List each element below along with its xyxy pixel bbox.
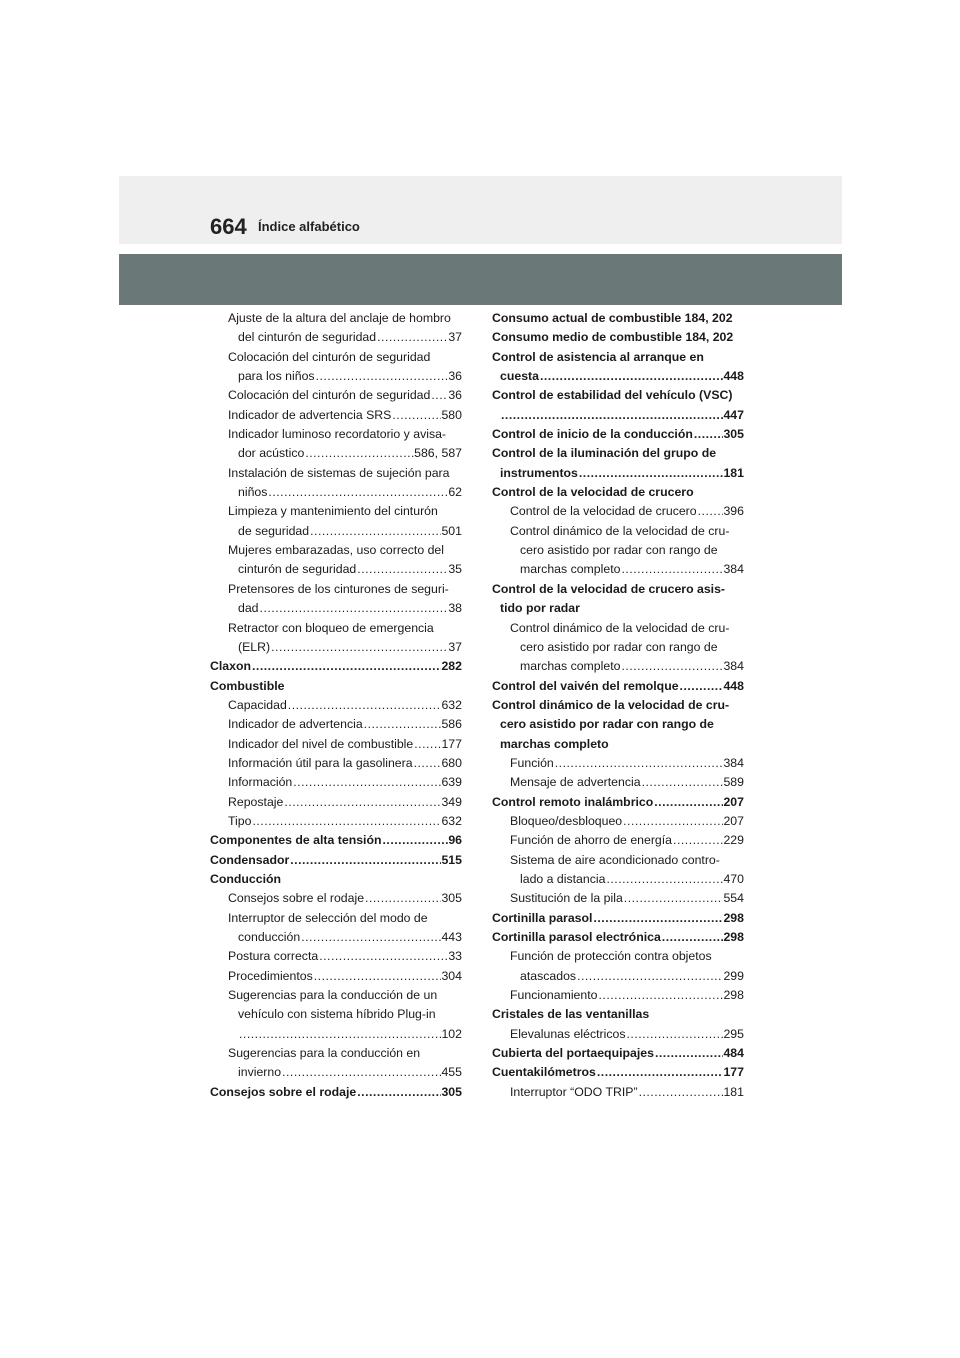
index-entry-page: 207 <box>723 813 744 828</box>
index-entry <box>210 599 462 618</box>
index-entry-page: 554 <box>723 891 744 906</box>
index-entry <box>210 425 462 444</box>
index-entry-text: Control de asistencia al arranque en <box>492 349 704 364</box>
index-entry-page: 207 <box>723 794 744 809</box>
index-entry-text: Conducción <box>210 871 282 886</box>
index-entry <box>210 831 462 850</box>
dot-leader <box>251 812 441 831</box>
dot-leader <box>382 831 449 850</box>
dot-leader <box>430 386 448 405</box>
index-entry-text: Cortinilla parasol electrónica <box>492 930 661 944</box>
index-entry <box>210 580 462 599</box>
dot-leader <box>596 1063 724 1082</box>
index-entry <box>210 367 462 386</box>
index-entry-text: Ajuste de la altura del anclaje de hombro <box>228 311 451 325</box>
index-entry <box>492 367 744 386</box>
index-entry <box>492 986 744 1005</box>
index-entry-text: dad <box>238 601 259 616</box>
index-entry-text: Postura correcta <box>228 949 319 964</box>
index-entry-text: Indicador de advertencia <box>228 717 363 732</box>
dot-leader <box>620 657 723 676</box>
index-entry <box>492 909 744 928</box>
index-entry <box>210 986 462 1005</box>
index-entry-page: 62 <box>448 485 462 500</box>
index-entry <box>492 522 744 541</box>
index-entry <box>492 657 744 676</box>
index-entry <box>492 502 744 521</box>
index-entry-text: Cubierta del portaequipajes <box>492 1046 654 1061</box>
index-entry-text: Cortinilla parasol <box>492 910 593 925</box>
index-entry-text: tido por radar <box>500 601 580 616</box>
index-entry-page: 639 <box>441 775 462 790</box>
index-entry-page: 181 <box>723 465 744 480</box>
index-entry <box>210 967 462 986</box>
index-entry-text: Control de la velocidad de crucero asis- <box>492 581 726 596</box>
index-entry-text: Control del vaivén del remolque <box>492 678 679 693</box>
dot-leader <box>672 831 723 850</box>
dot-leader <box>413 735 441 754</box>
index-entry-page: 37 <box>448 639 462 654</box>
index-entry-page: 680 <box>441 755 462 770</box>
dot-leader <box>309 522 441 541</box>
index-entry-text: Control de la iluminación del grupo de <box>492 446 717 461</box>
index-entry <box>210 696 462 715</box>
index-entry <box>210 870 462 889</box>
index-entry <box>492 735 744 754</box>
index-entry-page: 632 <box>441 813 462 828</box>
index-entry-page: 501 <box>441 523 462 538</box>
index-column-left <box>210 309 462 1102</box>
index-entry <box>492 580 744 599</box>
index-entry <box>492 464 744 483</box>
index-entry-text: Colocación del cinturón de seguridad <box>228 388 431 403</box>
index-entry-page: 305 <box>723 427 744 442</box>
index-entry <box>210 793 462 812</box>
index-entry-text: Función de protección contra objetos <box>510 949 712 964</box>
index-entry <box>210 715 462 734</box>
index-entry-text: Control de la velocidad de crucero <box>492 485 694 500</box>
dot-leader <box>638 1083 724 1102</box>
dot-leader <box>622 812 723 831</box>
index-entry-page: 632 <box>441 697 462 712</box>
index-entry-text: Consumo actual de combustible 184, 202 <box>492 311 733 325</box>
index-entry-page: 38 <box>448 601 462 616</box>
index-entry <box>492 1005 744 1024</box>
index-entry-text: invierno <box>238 1065 282 1080</box>
index-entry <box>492 619 744 638</box>
index-entry <box>210 309 462 328</box>
index-entry-text: Limpieza y mantenimiento del cinturón <box>228 504 438 519</box>
index-entry-text: Colocación del cinturón de seguridad <box>228 349 431 364</box>
index-entry-text: Interruptor de selección del modo de <box>228 910 428 925</box>
index-entry-text: Sugerencias para la conducción de un <box>228 988 438 1003</box>
index-entry <box>210 1083 462 1102</box>
index-entry <box>492 793 744 812</box>
index-entry <box>492 386 744 405</box>
index-entry <box>492 309 744 328</box>
index-entry-text: dor acústico <box>238 446 305 461</box>
index-entry <box>210 522 462 541</box>
index-entry-page: 349 <box>441 794 462 809</box>
dot-leader <box>315 367 449 386</box>
index-entry <box>210 386 462 405</box>
index-entry-page: 177 <box>441 736 462 751</box>
dot-leader <box>356 1083 441 1102</box>
index-entry-text: cuesta <box>500 369 539 384</box>
index-entry <box>210 483 462 502</box>
index-entry-page: 443 <box>441 930 462 944</box>
index-entry <box>210 928 462 947</box>
index-entry-text: Indicador del nivel de combustible <box>228 736 414 751</box>
index-entry-text: cinturón de seguridad <box>238 562 357 577</box>
index-entry <box>492 773 744 792</box>
index-entry-page: 229 <box>723 833 744 848</box>
index-entry-page: 305 <box>441 1084 462 1099</box>
dot-leader <box>364 889 441 908</box>
index-entry <box>210 560 462 579</box>
index-entry-text: Consejos sobre el rodaje <box>228 891 365 906</box>
index-entry-page: 35 <box>448 562 462 577</box>
dot-leader <box>270 638 448 657</box>
index-entry <box>492 715 744 734</box>
index-entry-text: Claxon <box>210 659 251 674</box>
index-entry-page: 384 <box>723 659 744 674</box>
index-entry-text: Instalación de sistemas de sujeción para <box>228 465 450 480</box>
dot-leader <box>554 754 724 773</box>
index-entry-text: (ELR) <box>238 639 271 654</box>
index-entry <box>210 406 462 425</box>
index-entry-text: Procedimientos <box>228 968 313 983</box>
dot-leader <box>251 657 441 676</box>
index-entry-page: 470 <box>723 871 744 886</box>
index-entry-text: marchas completo <box>520 562 621 577</box>
dot-leader <box>605 870 723 889</box>
index-entry <box>492 406 744 425</box>
index-entry <box>492 831 744 850</box>
index-entry <box>210 328 462 347</box>
dot-leader <box>318 947 448 966</box>
dot-leader <box>300 928 441 947</box>
index-entry-page: 282 <box>441 659 462 674</box>
index-entry <box>210 947 462 966</box>
index-entry-page: 589 <box>723 775 744 790</box>
index-entry <box>492 928 744 947</box>
index-entry <box>492 444 744 463</box>
index-entry-text: Mujeres embarazadas, uso correcto del <box>228 543 444 558</box>
index-column-right <box>492 309 744 1102</box>
index-entry-page: 396 <box>723 504 744 519</box>
index-entry-text: Mensaje de advertencia <box>510 775 641 790</box>
index-entry <box>492 889 744 908</box>
index-entry-page: 455 <box>441 1065 462 1080</box>
index-entry-text: niños <box>238 485 268 500</box>
index-entry <box>492 599 744 618</box>
page-number: 664 <box>210 214 247 239</box>
index-entry-text: instrumentos <box>500 465 578 480</box>
index-entry <box>210 348 462 367</box>
index-entry <box>492 638 744 657</box>
index-entry <box>210 657 462 676</box>
index-entry <box>492 677 744 696</box>
index-entry-text: Indicador de advertencia SRS <box>228 407 392 422</box>
dot-leader <box>679 677 724 696</box>
index-entry-page: 177 <box>723 1065 744 1080</box>
index-entry <box>210 502 462 521</box>
index-entry <box>492 1083 744 1102</box>
index-entry <box>492 541 744 560</box>
index-entry <box>492 754 744 773</box>
index-entry-text: Control remoto inalámbrico <box>492 794 654 809</box>
index-entry-text: Funcionamiento <box>510 988 598 1003</box>
index-entry-page: 181 <box>723 1084 744 1099</box>
index-entry-page: 448 <box>723 678 744 693</box>
index-entry-page: 299 <box>723 968 744 983</box>
index-entry-page: 305 <box>441 891 462 906</box>
index-entry-page: 36 <box>448 388 462 403</box>
index-entry-text: marchas completo <box>500 736 609 751</box>
dot-leader <box>626 1025 724 1044</box>
index-entry-page: 586, 587 <box>414 446 462 461</box>
dot-leader <box>413 754 442 773</box>
index-entry <box>210 754 462 773</box>
index-entry-page: 96 <box>448 833 462 848</box>
dot-leader <box>592 909 723 928</box>
index-entry <box>492 328 744 347</box>
index-entry <box>492 483 744 502</box>
dot-leader <box>313 967 442 986</box>
index-entry-text: del cinturón de seguridad <box>238 330 377 345</box>
index-entry-text: Función de ahorro de energía <box>510 833 673 848</box>
index-entry-text: Tipo <box>228 813 252 828</box>
index-entry-page: 102 <box>441 1026 462 1041</box>
index-entry-text: de seguridad <box>238 523 310 538</box>
dot-leader <box>391 406 441 425</box>
index-entry-text: Control dinámico de la velocidad de cru- <box>510 523 730 538</box>
index-entry-page: 295 <box>723 1026 744 1041</box>
index-entry <box>210 541 462 560</box>
index-entry-text: cero asistido por radar con rango de <box>520 639 718 654</box>
index-entry <box>210 1063 462 1082</box>
index-entry-page: 37 <box>448 330 462 345</box>
index-entry <box>210 773 462 792</box>
index-entry <box>492 560 744 579</box>
index-entry-page: 384 <box>723 755 744 770</box>
dot-leader <box>598 986 724 1005</box>
index-entry-text: Control dinámico de la velocidad de cru- <box>492 697 730 712</box>
index-entry-page: 33 <box>448 949 462 964</box>
index-entry-text: Control de inicio de la conducción <box>492 427 693 442</box>
index-entry-page: 447 <box>723 407 744 422</box>
index-entry <box>210 464 462 483</box>
index-entry-text: Elevalunas eléctricos <box>510 1026 626 1041</box>
index-entry-page: 384 <box>723 562 744 577</box>
index-entry-text: Combustible <box>210 678 285 693</box>
dot-leader <box>267 483 448 502</box>
index-entry <box>210 677 462 696</box>
index-entry-text: Sustitución de la pila <box>510 891 623 906</box>
index-entry-text: atascados <box>520 968 577 983</box>
index-entry <box>492 1063 744 1082</box>
index-entry <box>492 1025 744 1044</box>
index-entry <box>492 870 744 889</box>
dot-leader <box>576 967 723 986</box>
dot-leader <box>693 425 724 444</box>
dot-leader <box>289 851 441 870</box>
index-entry-page: 36 <box>448 369 462 384</box>
index-entry <box>210 638 462 657</box>
dot-leader <box>238 1025 441 1044</box>
index-entry <box>492 348 744 367</box>
index-entry-text: Control dinámico de la velocidad de cru- <box>510 620 730 635</box>
dot-leader <box>304 444 414 463</box>
index-entry <box>492 696 744 715</box>
index-entry-page: 298 <box>723 910 744 925</box>
dot-leader <box>697 502 724 521</box>
index-entry-text: Indicador luminoso recordatorio y avisa- <box>228 427 447 442</box>
index-entry <box>210 851 462 870</box>
index-entry <box>492 1044 744 1063</box>
index-entry-text: Bloqueo/desbloqueo <box>510 813 623 828</box>
index-entry-text: marchas completo <box>520 659 621 674</box>
index-entry <box>492 851 744 870</box>
index-entry <box>210 444 462 463</box>
index-entry-text: Pretensores de los cinturones de seguri- <box>228 581 449 596</box>
index-entry-text: Consejos sobre el rodaje <box>210 1084 357 1099</box>
index-entry-page: 304 <box>441 968 462 983</box>
dot-leader <box>292 773 441 792</box>
index-entry-text: Componentes de alta tensión <box>210 833 382 848</box>
dot-leader <box>500 406 723 425</box>
index-entry <box>492 947 744 966</box>
dot-leader <box>578 464 724 483</box>
index-entry-text: cero asistido por radar con rango de <box>500 717 714 732</box>
index-entry-text: vehículo con sistema híbrido Plug-in <box>238 1007 436 1022</box>
index-entry-page: 515 <box>441 852 462 867</box>
index-entry-page: 484 <box>723 1046 744 1061</box>
dot-leader <box>653 793 723 812</box>
index-entry-text: Información útil para la gasolinera <box>228 755 413 770</box>
index-entry-text: Información <box>228 775 293 790</box>
index-entry <box>492 812 744 831</box>
dot-leader <box>376 328 448 347</box>
index-entry-text: lado a distancia <box>520 871 606 886</box>
index-entry <box>210 1025 462 1044</box>
index-entry-text: Cristales de las ventanillas <box>492 1007 650 1022</box>
index-entry-text: Función <box>510 755 554 770</box>
index-entry-text: Capacidad <box>228 697 287 712</box>
index-entry-text: conducción <box>238 930 301 944</box>
index-entry-text: Consumo medio de combustible 184, 202 <box>492 330 734 345</box>
index-entry <box>210 1005 462 1024</box>
index-entry <box>210 735 462 754</box>
index-entry <box>210 909 462 928</box>
dot-leader <box>281 1063 441 1082</box>
index-entry <box>210 619 462 638</box>
dot-leader <box>283 793 441 812</box>
index-entry-page: 580 <box>441 407 462 422</box>
index-entry <box>492 967 744 986</box>
dot-leader <box>641 773 724 792</box>
index-entry-text: Sistema de aire acondicionado contro- <box>510 852 720 867</box>
dot-leader <box>287 696 442 715</box>
index-entry <box>210 812 462 831</box>
index-entry-text: cero asistido por radar con rango de <box>520 543 718 558</box>
index-entry-page: 298 <box>723 988 744 1003</box>
index-entry-text: Sugerencias para la conducción en <box>228 1046 421 1061</box>
dot-leader <box>620 560 723 579</box>
index-entry-text: Control de la velocidad de crucero <box>510 504 697 519</box>
dot-leader <box>539 367 724 386</box>
dot-leader <box>259 599 449 618</box>
dot-leader <box>654 1044 724 1063</box>
index-entry-page: 298 <box>723 930 744 944</box>
index-entry-page: 448 <box>723 369 744 384</box>
index-entry-text: Control de estabilidad del vehículo (VSC) <box>492 388 733 403</box>
index-entry-text: Condensador <box>210 852 290 867</box>
index-entry <box>210 889 462 908</box>
index-entry-text: Retractor con bloqueo de emergencia <box>228 620 434 635</box>
dot-leader <box>661 928 724 947</box>
index-entry-text: Cuentakilómetros <box>492 1065 596 1080</box>
index-entry-text: para los niños <box>238 369 315 384</box>
section-title: Índice alfabético <box>258 219 360 234</box>
index-entry-text: Repostaje <box>228 794 284 809</box>
index-entry-text: Interruptor “ODO TRIP” <box>510 1084 638 1099</box>
dot-leader <box>356 560 448 579</box>
dot-leader <box>363 715 442 734</box>
index-entry-page: 586 <box>441 717 462 732</box>
index-entry <box>210 1044 462 1063</box>
index-entry <box>492 425 744 444</box>
section-banner <box>119 254 842 305</box>
dot-leader <box>623 889 724 908</box>
